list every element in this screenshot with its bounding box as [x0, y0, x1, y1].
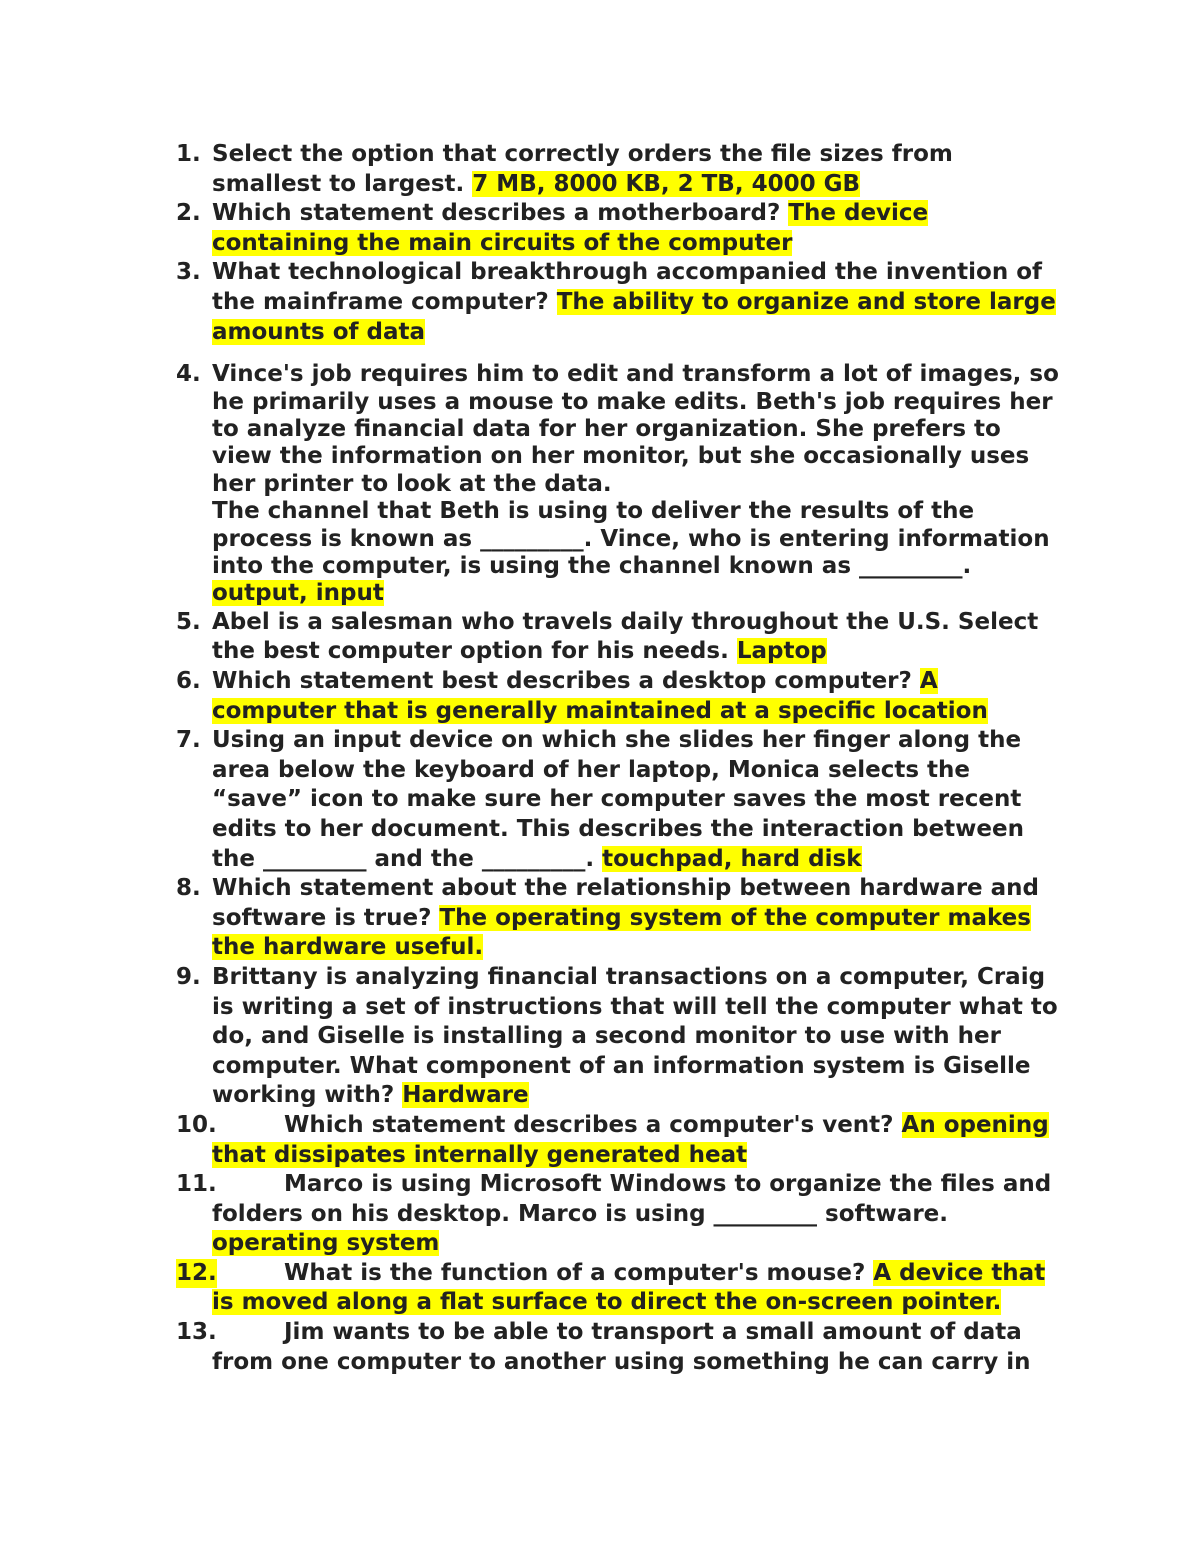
- list-item: [176, 1111, 1066, 1170]
- answer-highlight: touchpad, hard disk: [602, 845, 862, 872]
- answer-highlight: The device containing the main circuits of the computer: [212, 200, 929, 256]
- list-item: [176, 1318, 1066, 1377]
- item-number: 12.: [176, 1259, 217, 1289]
- question-text: Using an input device on which she slides her finger along the area below the keyboard of her laptop, Monica selects the “save” icon to make sure her computer saves the most recent edits to her document. This describes the interaction between the _________ and the _________.: [212, 727, 1024, 872]
- answer-highlight: A device that is moved along a flat surface to direct the on-screen pointer.: [212, 1259, 1046, 1316]
- answer-highlight: The operating system of the computer makes the hardware useful.: [212, 904, 1031, 961]
- answer-highlight: An opening that dissipates internally generated heat: [212, 1111, 1049, 1168]
- item-number: 6.: [176, 668, 201, 694]
- item-number: 7.: [176, 727, 201, 754]
- question-text: Vince's job requires him to edit and transform a lot of images, so he primarily uses a mouse to make edits. Beth's job requires her to analyze financial data for her organization. She prefers to view the information on her monitor, but she occasionally uses her printer to look at the data.: [212, 361, 1059, 497]
- list-item: [176, 361, 1066, 608]
- answer-highlight: A computer that is generally maintained at a specific location: [212, 668, 988, 724]
- question-text: Which statement describes a computer's vent?: [284, 1111, 894, 1138]
- question-list: [176, 140, 1066, 1377]
- list-item: [176, 608, 1066, 667]
- answer-highlight: Hardware: [402, 1082, 529, 1109]
- list-item: [176, 726, 1066, 874]
- answer-highlight: The ability to organize and store large amounts of data: [212, 288, 1056, 345]
- list-item: [176, 140, 1066, 199]
- item-number: 4.: [176, 361, 201, 388]
- answer-highlight: 7 MB, 8000 KB, 2 TB, 4000 GB: [472, 170, 860, 197]
- list-item: [176, 258, 1066, 347]
- list-item: [176, 963, 1066, 1111]
- item-number: 11.: [176, 1171, 217, 1198]
- question-text: Jim wants to be able to transport a small amount of data from one computer to another using something he can carry in: [212, 1319, 1031, 1375]
- question-text: Brittany is analyzing financial transactions on a computer, Craig is writing a set of instructions that will tell the computer what to do, and Giselle is installing a second monitor to use with her computer. What component of an information system is Giselle working with?: [212, 963, 1058, 1109]
- question-text: Which statement describes a motherboard?: [212, 200, 781, 227]
- item-number: 10.: [176, 1111, 217, 1138]
- item-number: 9.: [176, 963, 201, 990]
- question-text: Marco is using Microsoft Windows to organize the files and folders on his desktop. Marco is using _________ software.: [212, 1171, 1052, 1227]
- answer-highlight: Laptop: [736, 638, 827, 665]
- list-item: [176, 667, 1066, 726]
- question-text: Which statement best describes a desktop computer?: [212, 668, 912, 694]
- item-number: 1.: [176, 141, 201, 167]
- answer-highlight: operating system: [212, 1230, 440, 1257]
- list-item: [176, 1259, 1066, 1318]
- item-number: 3.: [176, 259, 201, 286]
- question-text: Select the option that correctly orders the file sizes from smallest to largest.: [212, 141, 953, 197]
- item-number: 5.: [176, 608, 201, 635]
- list-item: [176, 874, 1066, 963]
- question-text: Which statement about the relationship between hardware and software is true?: [212, 875, 1040, 931]
- item-number: 8.: [176, 875, 201, 902]
- question-text: What is the function of a computer's mouse?: [284, 1259, 866, 1286]
- question-text: What technological breakthrough accompanied the invention of the mainframe computer?: [212, 259, 1043, 315]
- answer-highlight: output, input: [212, 580, 384, 607]
- question-text: Abel is a salesman who travels daily throughout the U.S. Select the best computer option for his needs.: [212, 608, 1039, 665]
- item-number: 2.: [176, 200, 201, 227]
- question-text-part2: The channel that Beth is using to deliver the results of the process is known as _________. Vince, who is entering information into the computer, is using the channel known as _________.: [212, 498, 1050, 579]
- list-item: [176, 1170, 1066, 1259]
- list-item: [176, 199, 1066, 258]
- item-number: 13.: [176, 1319, 217, 1346]
